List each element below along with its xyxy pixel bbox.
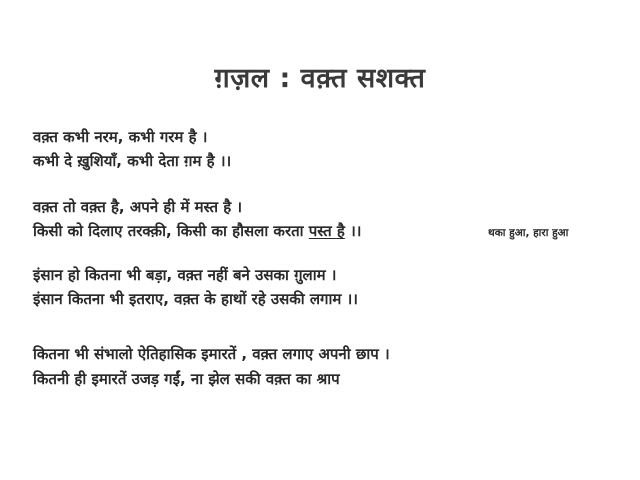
underlined-phrase: पस्त है [308,222,345,240]
stanza-2-line-2-end: ।। [344,222,362,240]
stanza-4-line-1: कितना भी संभालो ऐतिहासिक इमारतें , वक़्त लगाए अपनी छाप । [33,345,390,363]
page-title: ग़ज़ल : वक़्त सशक्त [214,63,426,94]
stanza-3-line-2: इंसान कितना भी इतराए, वक़्त के हाथों रहे उसकी लगाम ।। [33,290,358,308]
stanza-4-line-2: कितनी ही इमारतें उजड़ गईं, ना झेल सकी वक़्त का श्राप [33,370,340,388]
stanza-3-line-1: इंसान हो कितना भी बड़ा, वक़्त नहीं बने उसका ग़ुलाम । [33,266,337,284]
stanza-2-line-2 [33,221,361,241]
stanza-2-line-2-start: किसी को दिलाए तरक्क़ी, किसी का हौसला करता [33,222,309,240]
stanza-1-line-1: वक़्त कभी नरम, कभी गरम है । [33,128,208,146]
stanza-1-line-2: कभी दे ख़ुशियाँ, कभी देता ग़म है ।। [33,152,232,170]
stanza-2-line-1: वक़्त तो वक़्त है, अपने ही में मस्त है । [33,198,243,216]
margin-note: थका हुआ, हारा हुआ [488,227,569,239]
